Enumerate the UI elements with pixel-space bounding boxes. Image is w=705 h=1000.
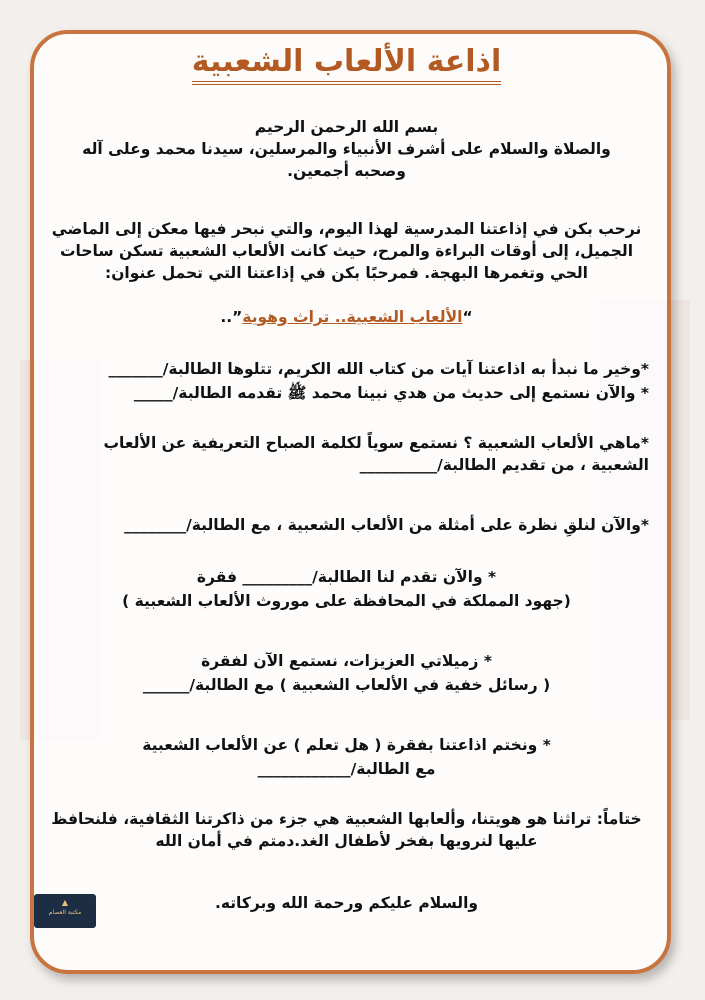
farewell-line: والسلام عليكم ورحمة الله وبركاته.	[214, 894, 479, 912]
paragraph-2-title: ( رسائل خفية في الألعاب الشعبية ) مع الطالبة/______	[142, 676, 551, 694]
closing-paragraph: ختاماً: تراثنا هو هويتنا، وألعابها الشعبية هي جزء من ذاكرتنا الثقافية، فلنحافظ عليها لنرويها بفخر لأطفال الغد.دمتم في أمان الله	[51, 810, 642, 850]
morning-word-segment: *ماهي الألعاب الشعبية ؟ نستمع سوياً لكلمة الصباح التعريفية عن الألعاب الشعبية ، من تقديم الطالبة/__________	[103, 434, 649, 474]
page-title	[30, 44, 663, 79]
basmala: بسم الله الرحمن الرحيم	[254, 118, 439, 136]
paragraph-1-intro: * والآن تقدم لنا الطالبة/_________ فقرة	[196, 568, 497, 586]
hadith-segment: * والآن نستمع إلى حديث من هدي نبينا محمد ﷺ تقدمه الطالبة/_____	[133, 384, 649, 402]
book-icon: ▲	[61, 898, 69, 907]
examples-segment: *والآن لنلقِ نظرة على أمثلة من الألعاب الشعبية ، مع الطالبة/________	[124, 516, 649, 534]
paragraph-3-intro: * ونختم اذاعتنا بفقرة ( هل تعلم ) عن الألعاب الشعبية	[142, 736, 551, 754]
paragraph-3-student: مع الطالبة/____________	[257, 760, 436, 778]
title-text: اذاعة الألعاب الشعبية	[192, 44, 501, 85]
paragraph-2-intro: * زميلاتي العزيزات، نستمع الآن لفقرة	[201, 652, 492, 670]
paragraph-1-title: (جهود المملكة في المحافظة على موروث الألعاب الشعبية )	[122, 592, 571, 610]
theme-title: الألعاب الشعبية.. تراث وهوية	[242, 308, 463, 326]
theme-close-quote: ”..	[220, 308, 243, 326]
intro-paragraph: نرحب بكن في إذاعتنا المدرسية لهذا اليوم، والتي نبحر فيها معكن إلى الماضي الجميل، إلى أوقات البراءة والمرح، حيث كانت الألعاب الشعبية تسكن ساحات الحي وتغمرها البهجة. فمرحبًا بكن في إذاعتنا التي تحمل عنوان:	[51, 220, 642, 282]
salutation: والصلاة والسلام على أشرف الأنبياء والمرسلين، سيدنا محمد وعلى آله وصحبه أجمعين.	[82, 140, 611, 180]
theme-line	[44, 306, 649, 328]
library-logo	[34, 894, 96, 928]
document-body	[30, 30, 663, 966]
theme-open-quote: “	[462, 308, 473, 326]
quran-segment: *وخير ما نبدأ به اذاعتنا آيات من كتاب الله الكريم، تتلوها الطالبة/_______	[108, 360, 649, 378]
logo-text: مكتبة العصام	[48, 909, 82, 916]
